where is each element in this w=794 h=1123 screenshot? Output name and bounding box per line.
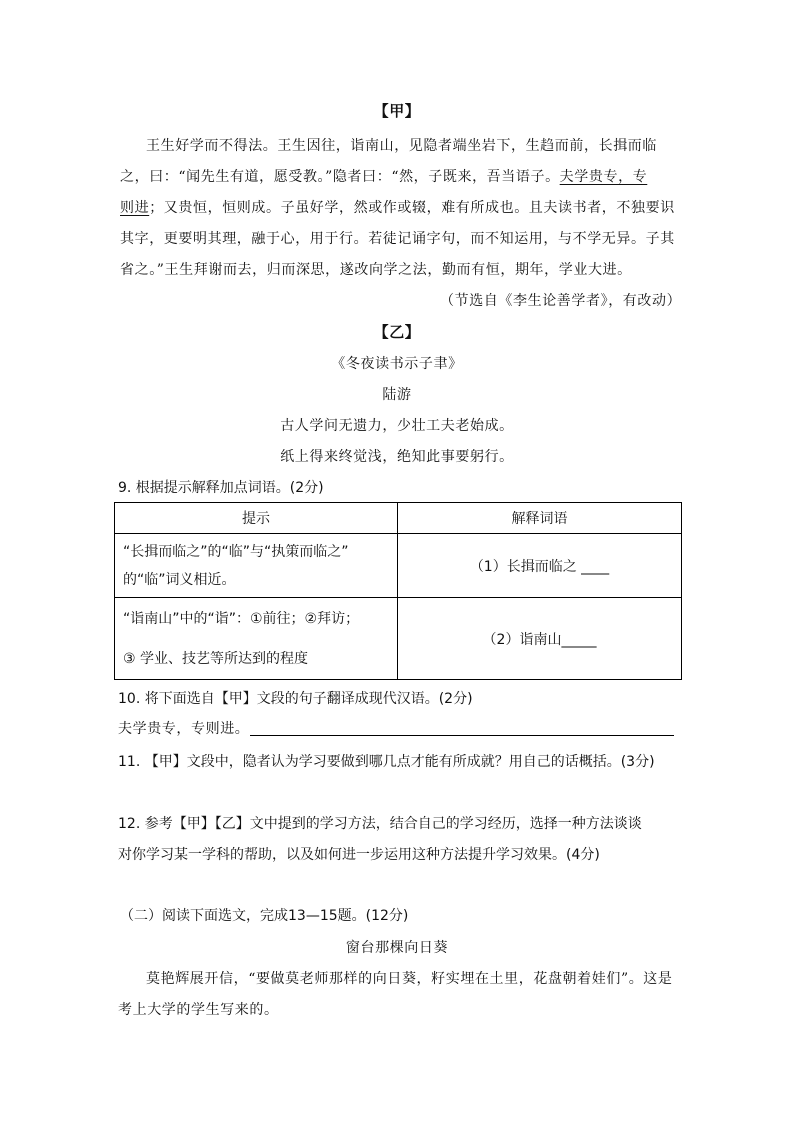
q10-answer-line[interactable]	[250, 735, 674, 736]
part2-line-1: 莫艳辉展开信，“要做莫老师那样的向日葵，籽实埋在土里，花盘朝着娃们”。这是	[146, 971, 673, 987]
table-header-hint: 提示	[115, 503, 398, 534]
jia-line-2	[120, 166, 647, 186]
jia-heading: 【甲】	[373, 102, 421, 120]
question-12-line-1: 12. 参考【甲】【乙】文中提到的学习方法，结合自己的学习经历，选择一种方法谈谈	[118, 816, 642, 832]
jia-line-4: 其字，更要明其理，融于心，用于行。若徒记诵字句，而不知运用，与不学无异。子其	[120, 231, 675, 247]
row1-hint-a: “长揖而临之”的“临”与“执策而临之”	[123, 543, 349, 560]
q10-sentence: 夫学贵专，专则进。	[118, 721, 250, 737]
row2-hint-b: ③ 学业、技艺等所达到的程度	[123, 650, 309, 667]
jia-source: （节选自《李生论善学者》，有改动）	[440, 293, 682, 309]
row2-hint	[115, 598, 398, 680]
jia-underlined-sentence-b: 则进	[120, 200, 150, 216]
jia-line-5: 省之。”王生拜谢而去，归而深思，遂改向学之法，勤而有恒，期年，学业大进。	[120, 262, 632, 278]
question-12-line-2: 对你学习某一学科的帮助，以及如何进一步运用这种方法提升学习效果。(4分)	[118, 847, 600, 863]
jia-line-3	[120, 197, 675, 217]
poem-line-1: 古人学问无遗力，少壮工夫老始成。	[280, 418, 514, 434]
jia-line-1: 王生好学而不得法。王生因往，诣南山，见隐者端坐岩下，生趋而前，长揖而临	[146, 138, 657, 154]
row1-hint-b: 的“临”词义相近。	[123, 571, 236, 588]
row1-explain: （1）长揖而临之 ____	[398, 534, 682, 598]
question-9: 9. 根据提示解释加点词语。(2分)	[118, 480, 324, 496]
table-row	[115, 534, 682, 598]
table-header-explain: 解释词语	[398, 503, 682, 534]
row1-hint	[115, 534, 398, 598]
poem-title: 《冬夜读书示子聿》	[331, 356, 463, 372]
poem-line-2: 纸上得来终觉浅，绝知此事要躬行。	[280, 449, 514, 465]
jia-line-3-b: ；又贵恒，恒则成。子虽好学，然或作或辍，难有所成也。且夫读书者，不独要识	[149, 200, 675, 216]
row2-hint-a: “诣南山”中的“诣”：①前往；②拜访；	[123, 610, 360, 627]
part2-heading: （二）阅读下面选文，完成13—15题。(12分)	[120, 908, 409, 924]
jia-underlined-sentence-a: 夫学贵专，专	[559, 169, 648, 185]
table-header-row	[115, 503, 682, 534]
yi-heading: 【乙】	[373, 323, 421, 341]
jia-line-2-a: 之，曰：“闻先生有道，愿受教。”隐者曰：“然，子既来，吾当语子。	[120, 169, 560, 185]
part2-title: 窗台那棵向日葵	[345, 940, 449, 956]
hint-table	[114, 502, 682, 680]
question-11: 11. 【甲】文段中，隐者认为学习要做到哪几点才能有所成就？用自己的话概括。(3分)	[118, 754, 655, 770]
poem-author: 陆游	[382, 387, 412, 403]
row2-explain: （2）诣南山_____	[398, 598, 682, 680]
table-row	[115, 598, 682, 680]
part2-line-2: 考上大学的学生写来的。	[118, 1002, 279, 1018]
question-10: 10. 将下面选自【甲】文段的句子翻译成现代汉语。(2分)	[118, 691, 473, 707]
